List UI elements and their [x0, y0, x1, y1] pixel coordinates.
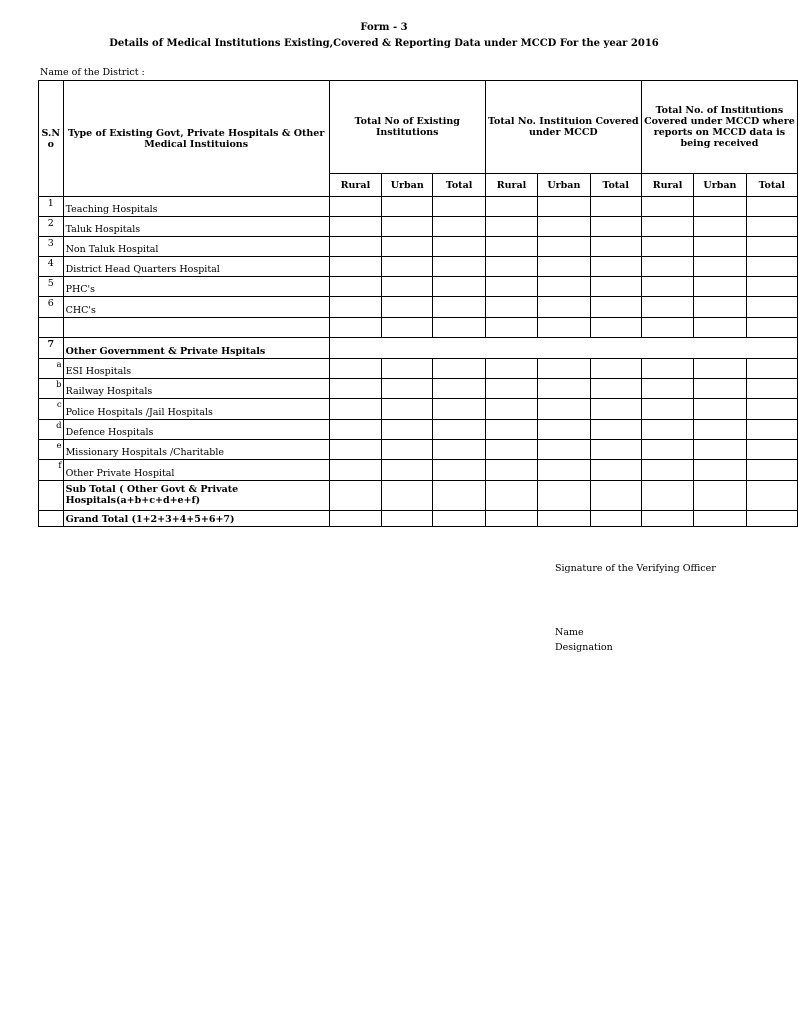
data-cell[interactable]: [382, 237, 433, 257]
data-cell[interactable]: [433, 359, 485, 379]
data-cell[interactable]: [590, 481, 641, 511]
header-group-reporting: Total No. of Institutions Covered under MCCD where reports on MCCD data is being received: [641, 81, 797, 174]
header-institution-type: Type of Existing Govt, Private Hospitals & Other Medical Instituions: [63, 81, 329, 197]
data-cell[interactable]: [485, 297, 537, 318]
table-row-grandtotal: [39, 511, 798, 527]
table-row-subtotal: [39, 481, 798, 511]
row-sno: e: [39, 440, 64, 460]
data-cell[interactable]: [433, 277, 485, 297]
row-sno: c: [39, 399, 64, 420]
data-cell[interactable]: [746, 511, 797, 527]
data-cell[interactable]: [329, 318, 381, 338]
subheader-urban: Urban: [382, 174, 433, 197]
data-cell[interactable]: [329, 420, 381, 440]
data-cell[interactable]: [329, 460, 381, 481]
data-cell[interactable]: [382, 217, 433, 237]
data-cell[interactable]: [746, 318, 797, 338]
data-cell[interactable]: [538, 511, 590, 527]
data-cell[interactable]: [329, 399, 381, 420]
table-row: [39, 197, 798, 217]
row-sno: a: [39, 359, 64, 379]
data-cell[interactable]: [538, 318, 590, 338]
data-cell[interactable]: [590, 511, 641, 527]
data-cell[interactable]: [382, 460, 433, 481]
row-institution-name: Defence Hospitals: [63, 420, 329, 440]
subheader-urban: Urban: [538, 174, 590, 197]
subheader-total: Total: [746, 174, 797, 197]
data-cell[interactable]: [485, 257, 537, 277]
data-cell[interactable]: [538, 277, 590, 297]
institutions-table: [38, 80, 798, 527]
data-cell[interactable]: [590, 257, 641, 277]
data-cell[interactable]: [746, 237, 797, 257]
data-cell[interactable]: [382, 257, 433, 277]
row-institution-name: Railway Hospitals: [63, 379, 329, 399]
row-institution-name: Other Government & Private Hspitals: [63, 338, 329, 359]
data-cell[interactable]: [329, 237, 381, 257]
data-cell[interactable]: [433, 318, 485, 338]
data-cell[interactable]: [538, 359, 590, 379]
data-cell[interactable]: [329, 277, 381, 297]
data-cell[interactable]: [433, 481, 485, 511]
data-cell[interactable]: [329, 379, 381, 399]
data-cell[interactable]: [433, 440, 485, 460]
row-institution-name: ESI Hospitals: [63, 359, 329, 379]
data-cell[interactable]: [329, 359, 381, 379]
data-cell[interactable]: [382, 277, 433, 297]
row-institution-name: PHC's: [63, 277, 329, 297]
data-cell[interactable]: [590, 217, 641, 237]
data-cell[interactable]: [485, 318, 537, 338]
data-cell[interactable]: [641, 511, 693, 527]
form-subtitle: Details of Medical Institutions Existing,Covered & Reporting Data under MCCD For the year 2016: [109, 38, 659, 49]
data-cell[interactable]: [694, 257, 746, 277]
data-cell[interactable]: [433, 379, 485, 399]
data-cell[interactable]: [694, 399, 746, 420]
data-cell[interactable]: [433, 297, 485, 318]
form-table-container: [38, 80, 795, 527]
signature-verifying-officer: Signature of the Verifying Officer: [555, 563, 716, 574]
data-cell[interactable]: [538, 379, 590, 399]
row-sno: f: [39, 460, 64, 481]
table-row: [39, 257, 798, 277]
data-cell[interactable]: [433, 237, 485, 257]
header-sno: S.N o: [39, 81, 64, 197]
row-institution-name: Non Taluk Hospital: [63, 237, 329, 257]
data-cell[interactable]: [329, 197, 381, 217]
data-cell[interactable]: [641, 297, 693, 318]
row-institution-name: CHC's: [63, 297, 329, 318]
header-group-covered: Total No. Instituion Covered under MCCD: [485, 81, 641, 174]
row-institution-name: Police Hospitals /Jail Hospitals: [63, 399, 329, 420]
table-row: [39, 359, 798, 379]
signature-name-label: Name: [555, 627, 584, 638]
data-cell[interactable]: [641, 277, 693, 297]
data-cell[interactable]: [433, 217, 485, 237]
row-sno: 2: [39, 217, 64, 237]
data-cell[interactable]: [746, 277, 797, 297]
row-institution-name: Missionary Hospitals /Charitable: [63, 440, 329, 460]
data-cell[interactable]: [382, 318, 433, 338]
table-row: [39, 460, 798, 481]
data-cell[interactable]: [590, 237, 641, 257]
data-cell[interactable]: [641, 359, 693, 379]
data-cell[interactable]: [538, 440, 590, 460]
table-row: [39, 277, 798, 297]
data-cell[interactable]: [485, 440, 537, 460]
data-cell[interactable]: [538, 237, 590, 257]
data-cell[interactable]: [538, 420, 590, 440]
data-cell[interactable]: [590, 379, 641, 399]
subheader-rural: Rural: [329, 174, 381, 197]
row-sno: b: [39, 379, 64, 399]
data-cell[interactable]: [590, 359, 641, 379]
data-cell[interactable]: [641, 237, 693, 257]
data-cell[interactable]: [485, 237, 537, 257]
data-cell[interactable]: [641, 460, 693, 481]
row-sno: [39, 481, 64, 511]
data-cell[interactable]: [433, 511, 485, 527]
data-cell[interactable]: [382, 440, 433, 460]
data-cell[interactable]: [746, 197, 797, 217]
data-cell[interactable]: [746, 257, 797, 277]
data-cell[interactable]: [485, 399, 537, 420]
data-cell[interactable]: [590, 460, 641, 481]
section-merged-cell: [329, 338, 797, 359]
data-cell[interactable]: [590, 197, 641, 217]
data-cell[interactable]: [538, 460, 590, 481]
data-cell[interactable]: [382, 297, 433, 318]
form-title: Form - 3: [360, 22, 408, 33]
data-cell[interactable]: [641, 481, 693, 511]
district-label: Name of the District :: [40, 67, 145, 78]
data-cell[interactable]: [590, 399, 641, 420]
row-sno: 7: [39, 338, 64, 359]
subtotal-label: Sub Total ( Other Govt & Private Hospitals(a+b+c+d+e+f): [63, 481, 329, 511]
data-cell[interactable]: [641, 440, 693, 460]
data-cell[interactable]: [590, 297, 641, 318]
subheader-rural: Rural: [485, 174, 537, 197]
table-row: [39, 297, 798, 318]
data-cell[interactable]: [485, 217, 537, 237]
data-cell[interactable]: [329, 440, 381, 460]
data-cell[interactable]: [382, 481, 433, 511]
data-cell[interactable]: [433, 197, 485, 217]
data-cell[interactable]: [485, 420, 537, 440]
data-cell[interactable]: [538, 297, 590, 318]
data-cell[interactable]: [382, 511, 433, 527]
data-cell[interactable]: [641, 217, 693, 237]
row-sno: 3: [39, 237, 64, 257]
data-cell[interactable]: [694, 359, 746, 379]
row-institution-name: Other Private Hospital: [63, 460, 329, 481]
row-institution-name: [63, 318, 329, 338]
data-cell[interactable]: [329, 257, 381, 277]
data-cell[interactable]: [746, 379, 797, 399]
data-cell[interactable]: [485, 277, 537, 297]
data-cell[interactable]: [433, 460, 485, 481]
data-cell[interactable]: [329, 511, 381, 527]
data-cell[interactable]: [746, 460, 797, 481]
data-cell[interactable]: [694, 420, 746, 440]
row-sno: [39, 318, 64, 338]
data-cell[interactable]: [329, 297, 381, 318]
table-row: [39, 237, 798, 257]
row-institution-name: District Head Quarters Hospital: [63, 257, 329, 277]
row-sno: 5: [39, 277, 64, 297]
data-cell[interactable]: [694, 511, 746, 527]
data-cell[interactable]: [538, 197, 590, 217]
data-cell[interactable]: [746, 297, 797, 318]
subheader-total: Total: [590, 174, 641, 197]
data-cell[interactable]: [485, 359, 537, 379]
table-row: [39, 440, 798, 460]
grand-total-label: Grand Total (1+2+3+4+5+6+7): [63, 511, 329, 527]
row-sno: 1: [39, 197, 64, 217]
data-cell[interactable]: [538, 481, 590, 511]
data-cell[interactable]: [694, 237, 746, 257]
data-cell[interactable]: [641, 318, 693, 338]
table-row: [39, 399, 798, 420]
data-cell[interactable]: [590, 440, 641, 460]
data-cell[interactable]: [694, 318, 746, 338]
row-institution-name: Taluk Hospitals: [63, 217, 329, 237]
header-group-existing: Total No of Existing Institutions: [329, 81, 485, 174]
row-institution-name: Teaching Hospitals: [63, 197, 329, 217]
data-cell[interactable]: [433, 257, 485, 277]
data-cell[interactable]: [641, 379, 693, 399]
data-cell[interactable]: [485, 197, 537, 217]
data-cell[interactable]: [590, 277, 641, 297]
row-sno: [39, 511, 64, 527]
data-cell[interactable]: [641, 257, 693, 277]
data-cell[interactable]: [382, 359, 433, 379]
table-row: [39, 420, 798, 440]
data-cell[interactable]: [746, 399, 797, 420]
data-cell[interactable]: [746, 481, 797, 511]
data-cell[interactable]: [694, 277, 746, 297]
row-sno: d: [39, 420, 64, 440]
table-row: [39, 217, 798, 237]
data-cell[interactable]: [382, 420, 433, 440]
subheader-urban: Urban: [694, 174, 746, 197]
data-cell[interactable]: [382, 197, 433, 217]
data-cell[interactable]: [746, 440, 797, 460]
data-cell[interactable]: [485, 379, 537, 399]
data-cell[interactable]: [746, 217, 797, 237]
data-cell[interactable]: [329, 217, 381, 237]
data-cell[interactable]: [590, 420, 641, 440]
data-cell[interactable]: [694, 460, 746, 481]
data-cell[interactable]: [694, 481, 746, 511]
row-sno: 4: [39, 257, 64, 277]
data-cell[interactable]: [485, 511, 537, 527]
data-cell[interactable]: [694, 379, 746, 399]
data-cell[interactable]: [641, 197, 693, 217]
data-cell[interactable]: [641, 399, 693, 420]
data-cell[interactable]: [746, 420, 797, 440]
data-cell[interactable]: [538, 257, 590, 277]
data-cell[interactable]: [641, 420, 693, 440]
data-cell[interactable]: [433, 399, 485, 420]
table-row: [39, 318, 798, 338]
table-row: [39, 379, 798, 399]
data-cell[interactable]: [382, 379, 433, 399]
data-cell[interactable]: [694, 217, 746, 237]
row-sno: 6: [39, 297, 64, 318]
data-cell[interactable]: [433, 420, 485, 440]
data-cell[interactable]: [694, 440, 746, 460]
data-cell[interactable]: [694, 297, 746, 318]
subheader-total: Total: [433, 174, 485, 197]
table-row-section: [39, 338, 798, 359]
data-cell[interactable]: [485, 460, 537, 481]
data-cell[interactable]: [382, 399, 433, 420]
data-cell[interactable]: [694, 197, 746, 217]
data-cell[interactable]: [538, 217, 590, 237]
data-cell[interactable]: [590, 318, 641, 338]
data-cell[interactable]: [538, 399, 590, 420]
signature-designation-label: Designation: [555, 642, 613, 653]
subheader-rural: Rural: [641, 174, 693, 197]
data-cell[interactable]: [329, 481, 381, 511]
data-cell[interactable]: [746, 359, 797, 379]
data-cell[interactable]: [485, 481, 537, 511]
